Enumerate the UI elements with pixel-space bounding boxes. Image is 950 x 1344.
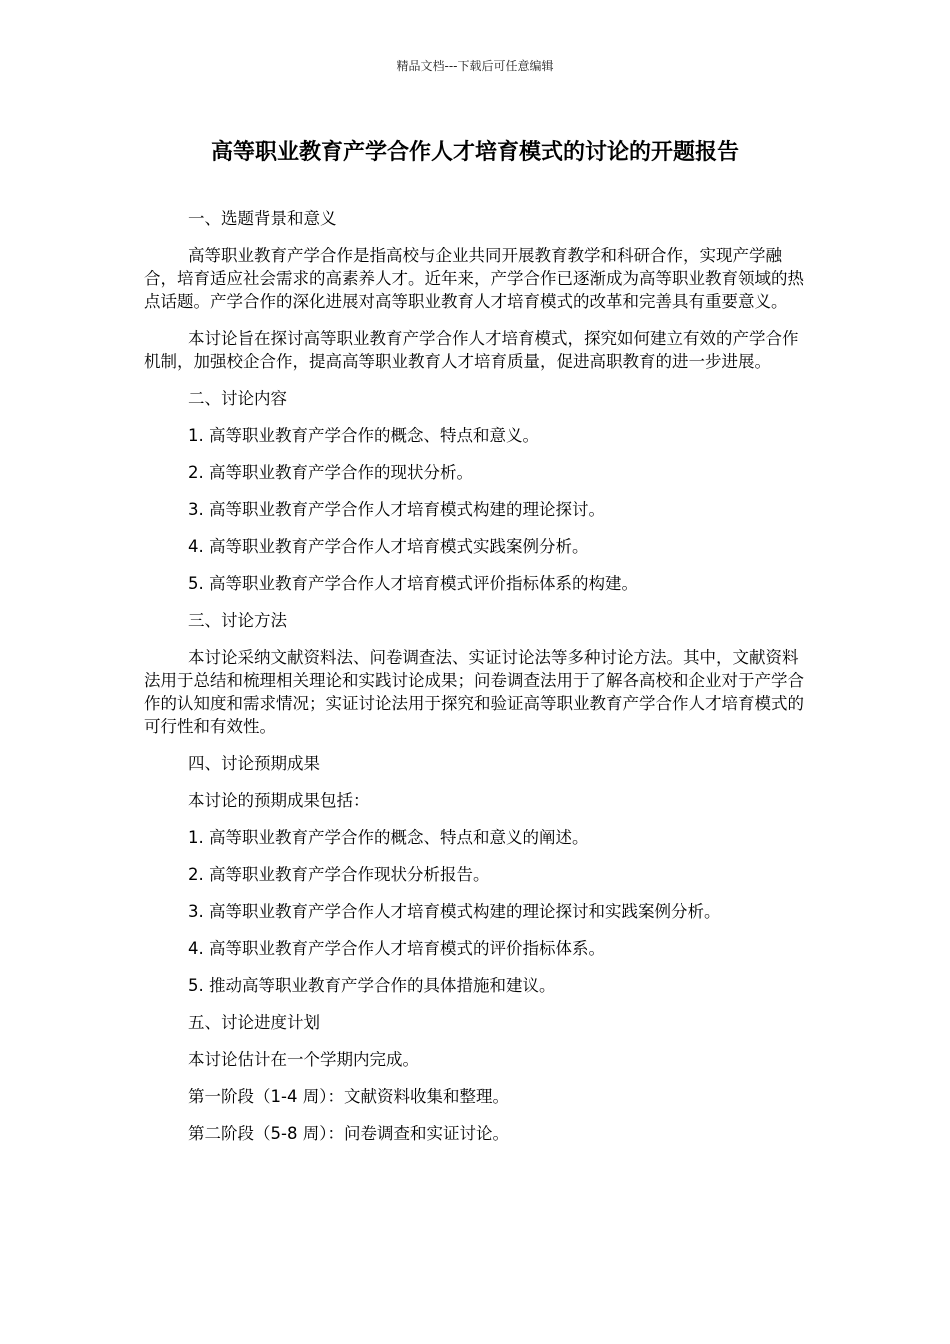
section-heading-methods: 三、讨论方法 (188, 611, 287, 630)
list-item: 2. 高等职业教育产学合作现状分析报告。 (188, 865, 490, 884)
list-item: 3. 高等职业教育产学合作人才培育模式构建的理论探讨和实践案例分析。 (188, 902, 721, 921)
section-heading-schedule: 五、讨论进度计划 (188, 1013, 320, 1032)
outcomes-intro: 本讨论的预期成果包括： (188, 791, 370, 810)
schedule-item: 第一阶段（1-4 周）：文献资料收集和整理。 (188, 1087, 509, 1106)
paragraph-background: 高等职业教育产学合作是指高校与企业共同开展教育教学和科研合作，实现产学融合，培育适应社会需求的高素养人才。近年来，产学合作已逐渐成为高等职业教育领域的热点话题。产学合作的深化进展对高等职业教育人才培育模式的改革和完善具有重要意义。 (144, 246, 804, 311)
list-item: 1. 高等职业教育产学合作的概念、特点和意义。 (188, 426, 539, 445)
list-item: 1. 高等职业教育产学合作的概念、特点和意义的阐述。 (188, 828, 589, 847)
section-heading-outcomes: 四、讨论预期成果 (188, 754, 320, 773)
list-item: 4. 高等职业教育产学合作人才培育模式的评价指标体系。 (188, 939, 605, 958)
page-header: 精品文档---下载后可任意编辑 (396, 59, 554, 73)
list-item: 4. 高等职业教育产学合作人才培育模式实践案例分析。 (188, 537, 589, 556)
document-body (144, 207, 809, 1159)
schedule-item: 第二阶段（5-8 周）：问卷调查和实证讨论。 (188, 1124, 509, 1143)
paragraph-methods: 本讨论采纳文献资料法、问卷调查法、实证讨论法等多种讨论方法。其中，文献资料法用于总结和梳理相关理论和实践讨论成果；问卷调查法用于了解各高校和企业对于产学合作的认知度和需求情况；实证讨论法用于探究和验证高等职业教育产学合作人才培育模式的可行性和有效性。 (144, 648, 804, 736)
paragraph-purpose: 本讨论旨在探讨高等职业教育产学合作人才培育模式，探究如何建立有效的产学合作机制，加强校企合作，提高高等职业教育人才培育质量，促进高职教育的进一步进展。 (144, 329, 799, 371)
schedule-intro: 本讨论估计在一个学期内完成。 (188, 1050, 419, 1069)
list-item: 5. 推动高等职业教育产学合作的具体措施和建议。 (188, 976, 556, 995)
list-item: 5. 高等职业教育产学合作人才培育模式评价指标体系的构建。 (188, 574, 638, 593)
list-item: 3. 高等职业教育产学合作人才培育模式构建的理论探讨。 (188, 500, 605, 519)
document-title: 高等职业教育产学合作人才培育模式的讨论的开题报告 (210, 140, 739, 165)
list-item: 2. 高等职业教育产学合作的现状分析。 (188, 463, 473, 482)
section-heading-content: 二、讨论内容 (188, 389, 287, 408)
section-heading-background: 一、选题背景和意义 (188, 209, 337, 228)
